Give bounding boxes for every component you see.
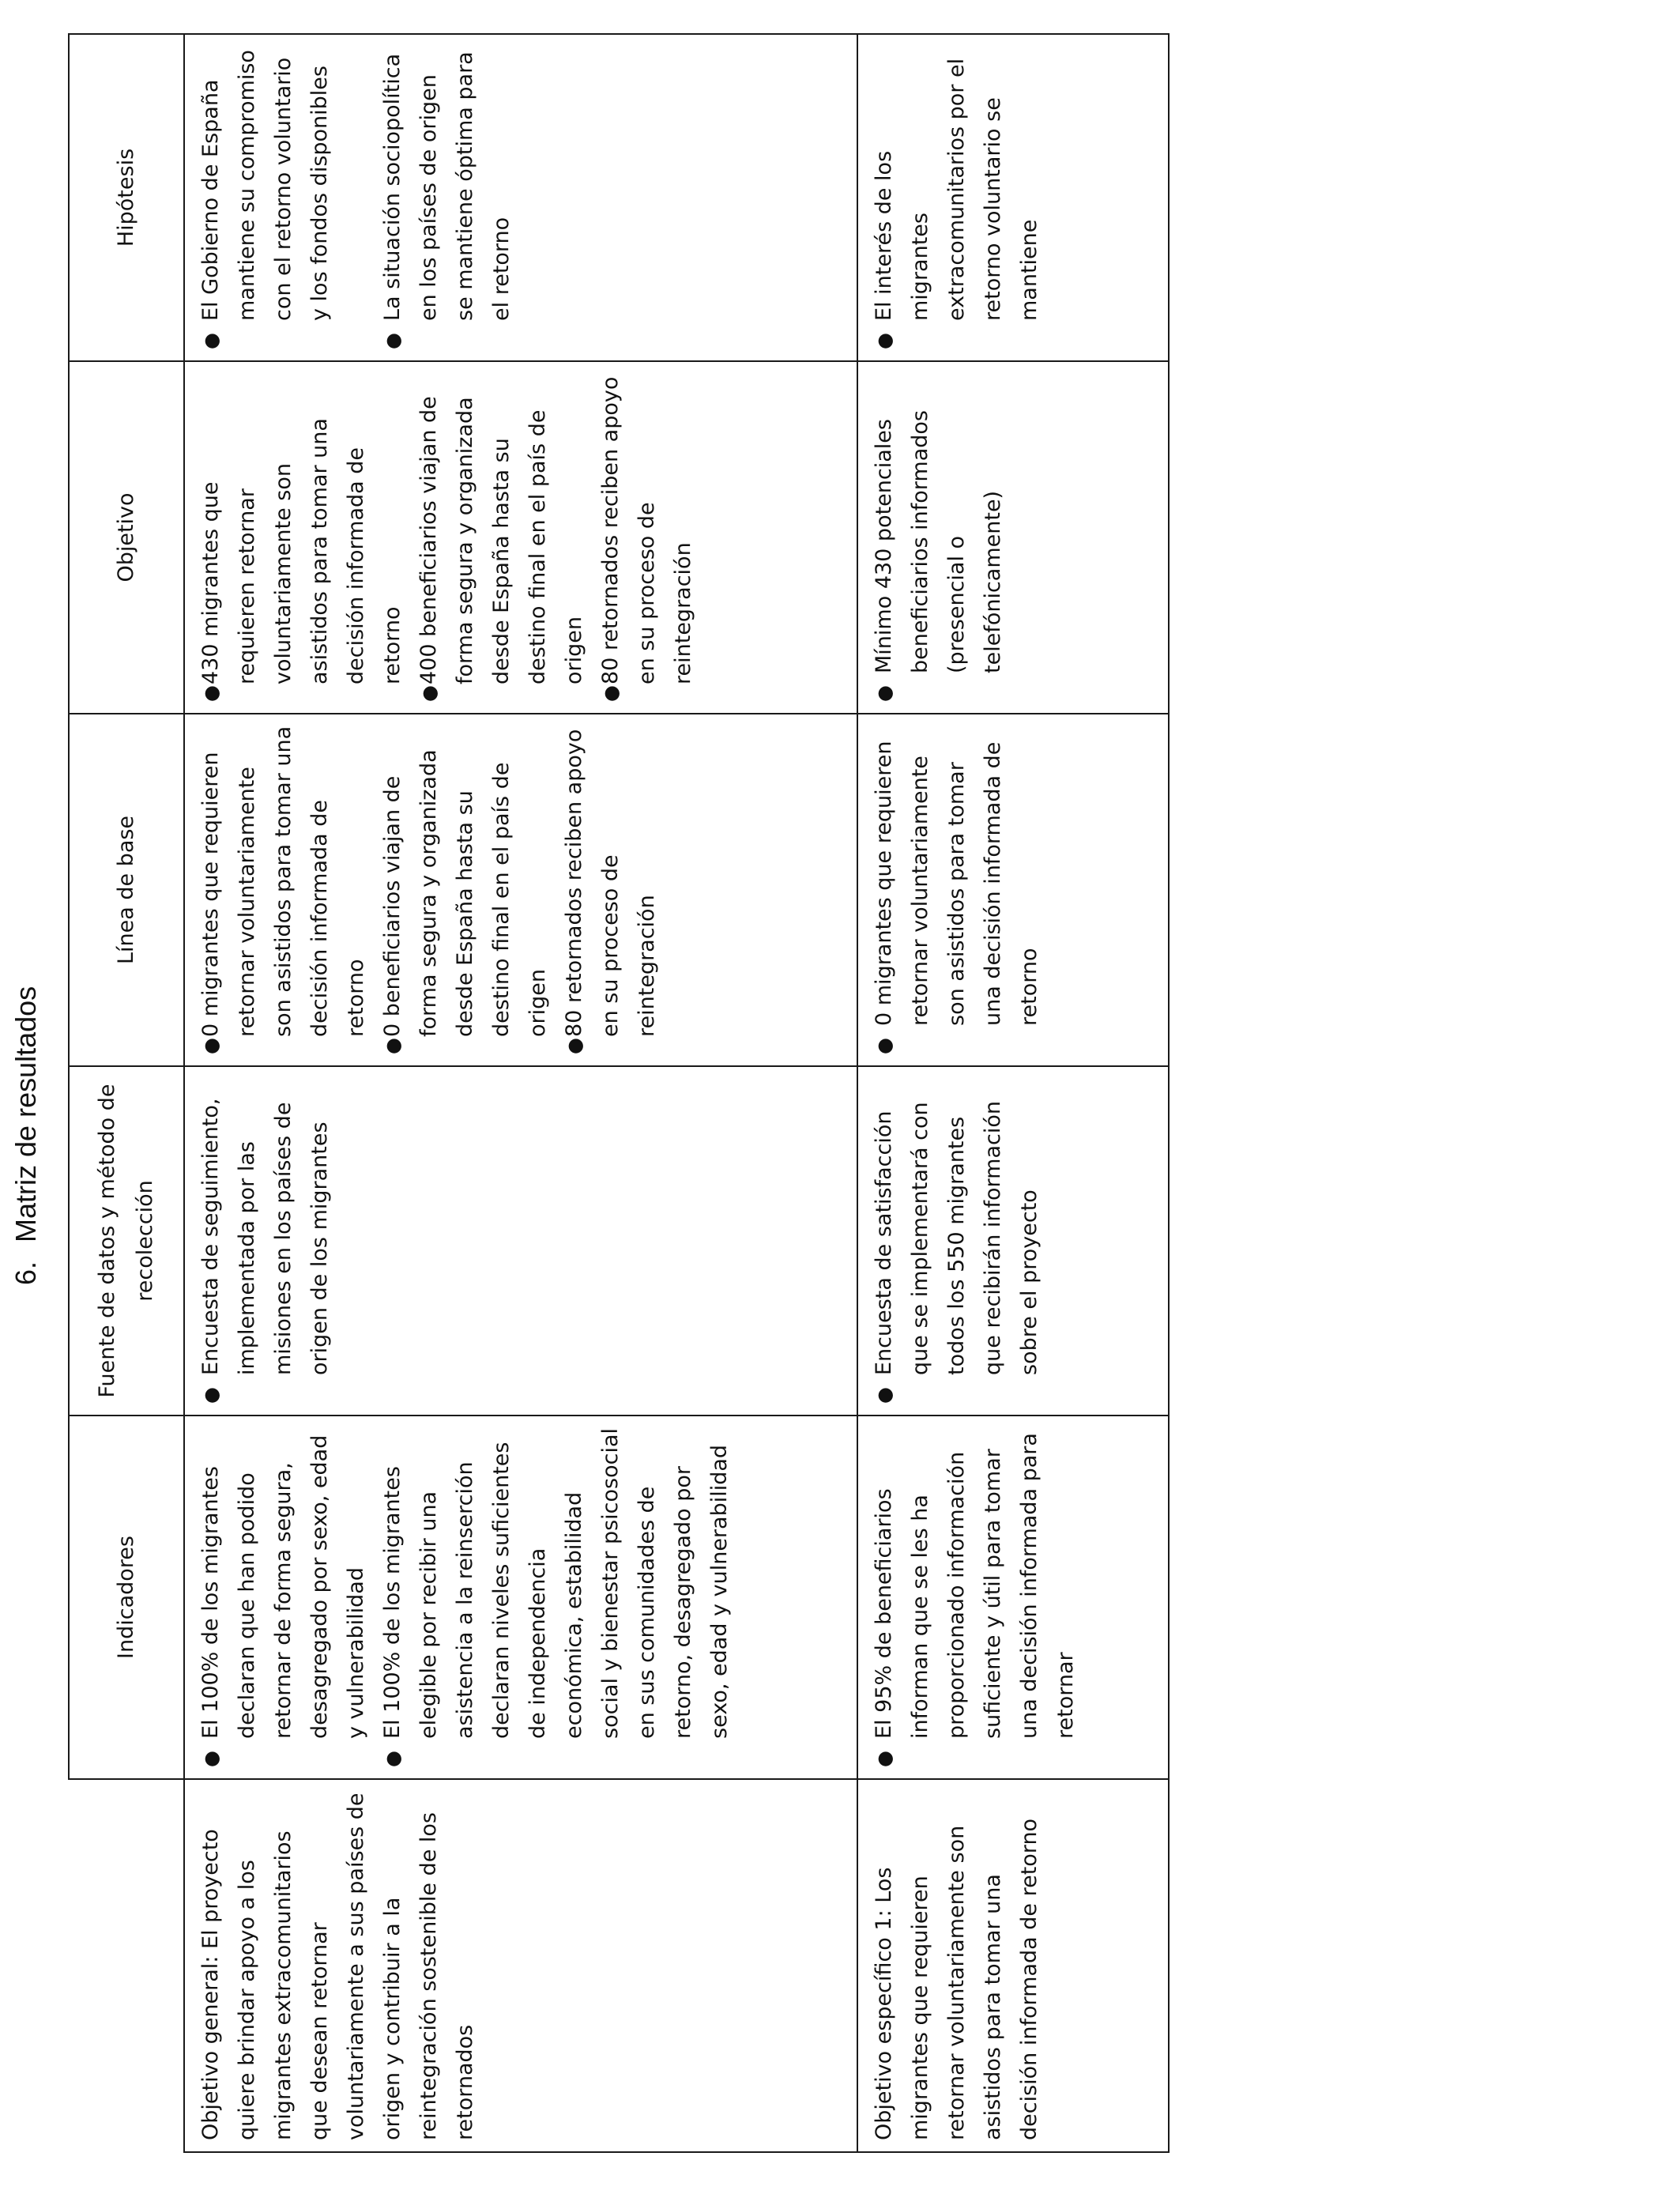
- bullet-icon: ●: [382, 333, 404, 349]
- bullet-icon: ●: [600, 685, 622, 702]
- bullet-icon: ●: [382, 1038, 404, 1054]
- list-item: ● 80 retornados reciben apoyo en su proceso de reintegración: [593, 373, 702, 702]
- bullet-icon: ●: [200, 1387, 222, 1404]
- results-matrix-table: [68, 33, 1170, 2153]
- bullet-icon: ●: [873, 333, 895, 349]
- list-item: ● La situación sociopolítica en los países de origen se mantiene óptima para el retorno: [375, 46, 520, 349]
- list-item: ● 430 migrantes que requieren retornar voluntariamente son asistidos para tomar una decisión informada de retorno: [193, 373, 411, 702]
- table-row: [857, 34, 1169, 2152]
- section-title: Matriz de resultados: [9, 986, 42, 1242]
- header-corner-cell: [69, 1779, 184, 2152]
- list-item: ● El 100% de los migrantes elegible por recibir una asistencia a la reinserción declaran niveles suficientes de independencia económica, estabilidad social y bienestar psicosocial en sus comunidades de retorno, desagregado por sexo, edad y vulnerabilidad: [375, 1427, 738, 1767]
- objetivo-cell: [857, 361, 1169, 714]
- list-item: ● 0 migrantes que requieren retornar voluntariamente son asistidos para tomar una decisión informada de retorno: [866, 726, 1048, 1054]
- list-item: ● Encuesta de satisfacción que se implementará con todos los 550 migrantes que recibirán información sobre el proyecto: [866, 1078, 1048, 1404]
- list-item: ● Encuesta de seguimiento, implementada por las misiones en los países de origen de los migrantes: [193, 1078, 338, 1404]
- section-number: 6.: [9, 1261, 42, 1285]
- bullet-icon: ●: [563, 1038, 586, 1054]
- bullet-icon: ●: [200, 333, 222, 349]
- linea-base-cell: [857, 714, 1169, 1066]
- list-item: ● El interés de los migrantes extracomunitarios por el retorno voluntario se mantiene: [866, 46, 1048, 349]
- list-item: ● 0 beneficiarios viajan de forma segura y organizada desde España hasta su destino final en el país de origen: [375, 726, 556, 1054]
- list-item: ● 80 retornados reciben apoyo en su proceso de reintegración: [556, 726, 665, 1054]
- hipotesis-cell: [184, 34, 857, 361]
- row-label: Objetivo general: El proyecto quiere brindar apoyo a los migrantes extracomunitarios que desean retornar voluntariamente a sus países de origen y contribuir a la reintegración sostenible de los retornados: [198, 1793, 477, 2140]
- header-hipotesis: Hipótesis: [69, 34, 184, 361]
- spacer: [338, 46, 375, 349]
- row-label-cell: [184, 1779, 857, 2152]
- fuente-cell: [184, 1066, 857, 1416]
- bullet-icon: ●: [200, 685, 222, 702]
- indicadores-cell: [184, 1416, 857, 1779]
- bullet-icon: ●: [200, 1038, 222, 1054]
- row-label: Objetivo específico 1: Los migrantes que requieren retornar voluntariamente son asistidos para tomar una decisión informada de retorno: [872, 1818, 1042, 2140]
- header-indicadores: Indicadores: [69, 1416, 184, 1779]
- list-item: ● 0 migrantes que requieren retornar voluntariamente son asistidos para tomar una decisión informada de retorno: [193, 726, 375, 1054]
- bullet-icon: ●: [418, 685, 440, 702]
- list-item: ● Mínimo 430 potenciales beneficiarios informados (presencial o telefónicamente): [866, 373, 1011, 702]
- list-item: ● El 100% de los migrantes declaran que han podido retornar de forma segura, desagregado por sexo, edad y vulnerabilidad: [193, 1427, 375, 1767]
- table-row: [184, 34, 857, 2152]
- list-item: ● 400 beneficiarios viajan de forma segura y organizada desde España hasta su destino final en el país de origen: [411, 373, 593, 702]
- hipotesis-cell: [857, 34, 1169, 361]
- bullet-icon: ●: [200, 1751, 222, 1767]
- objetivo-cell: [184, 361, 857, 714]
- bullet-icon: ●: [382, 1751, 404, 1767]
- fuente-cell: [857, 1066, 1169, 1416]
- header-fuente: Fuente de datos y método de recolección: [69, 1066, 184, 1416]
- header-linea-base: Línea de base: [69, 714, 184, 1066]
- bullet-icon: ●: [873, 685, 895, 702]
- linea-base-cell: [184, 714, 857, 1066]
- row-label-cell: [857, 1779, 1169, 2152]
- list-item: ● El Gobierno de España mantiene su compromiso con el retorno voluntario y los fondos disponibles: [193, 46, 338, 349]
- list-item: ● El 95% de beneficiarios informan que se les ha proporcionado información suficiente y útil para tomar una decisión informada para retornar: [866, 1427, 1084, 1767]
- table-header-row: [69, 34, 184, 2152]
- bullet-icon: ●: [873, 1387, 895, 1404]
- bullet-icon: ●: [873, 1751, 895, 1767]
- header-objetivo: Objetivo: [69, 361, 184, 714]
- indicadores-cell: [857, 1416, 1169, 1779]
- section-heading: [9, 986, 43, 1285]
- bullet-icon: ●: [873, 1038, 895, 1054]
